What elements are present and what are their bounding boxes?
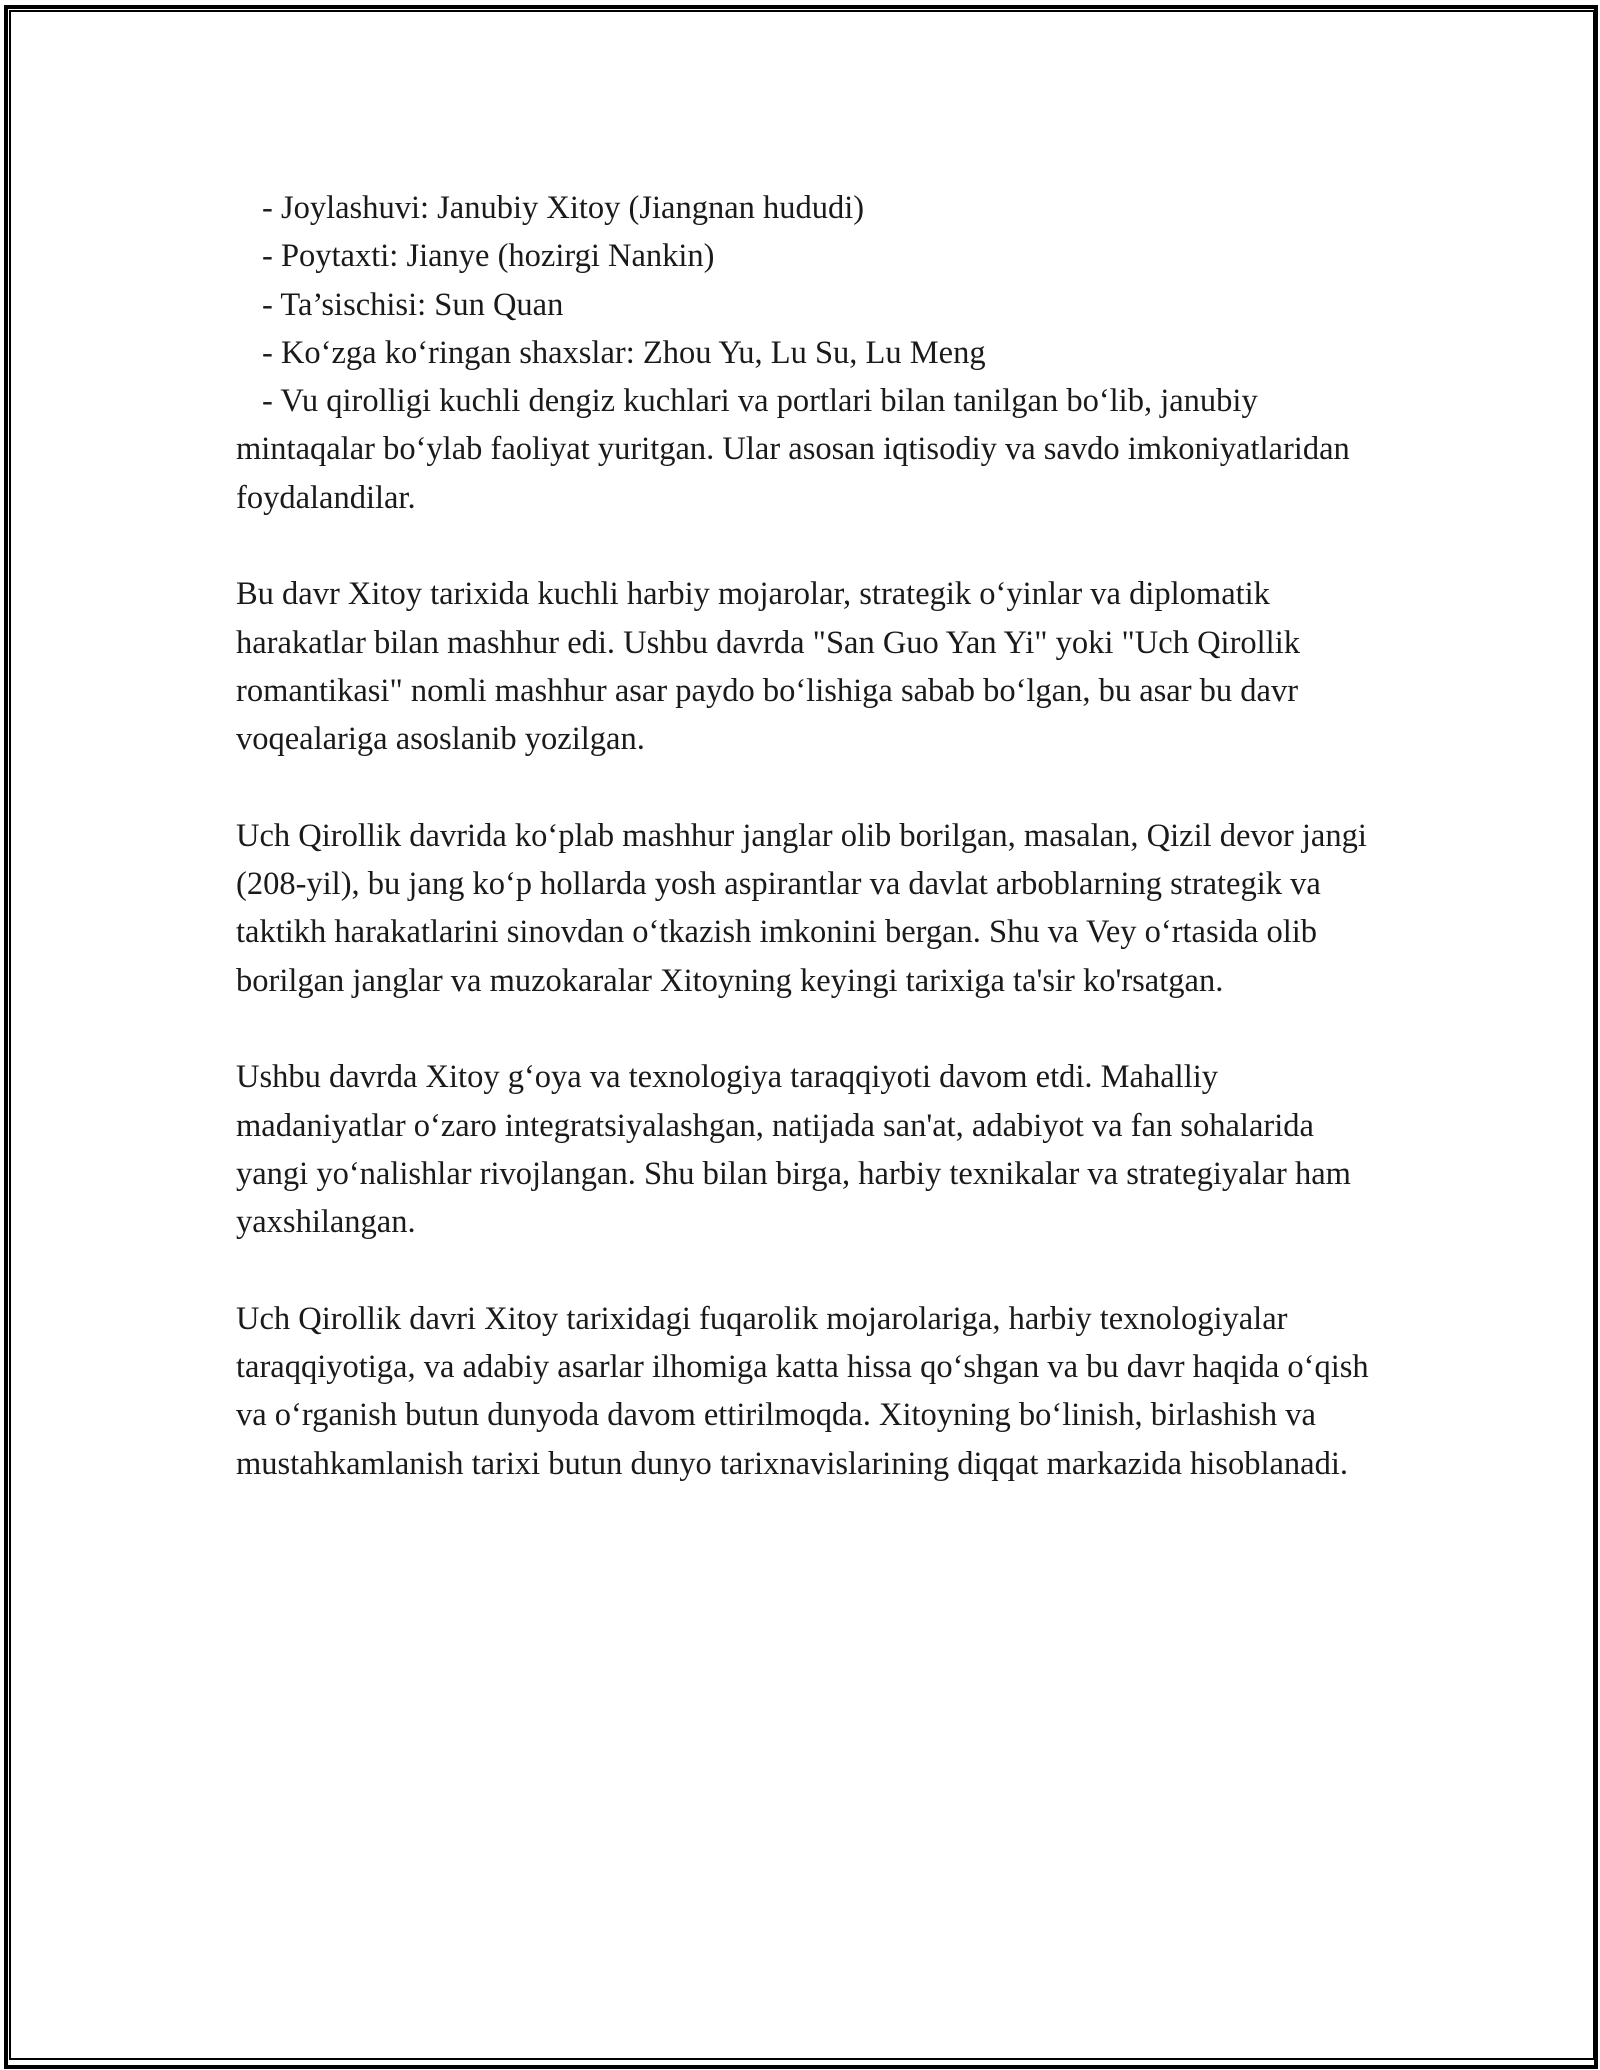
paragraph-legacy: Uch Qirollik davri Xitoy tarixidagi fuqarolik mojarolariga, harbiy texnologiyalar taraqqiyotiga, va adabiy asarlar ilhomiga katta hissa qo‘shgan va bu davr haqida o‘qish va o‘rganish butun dunyoda davom ettirilmoqda. Xitoyning bo‘linish, birlashish va mustahkamlanish tarixi butun dunyo tarixnavislarining diqqat markazida hisoblanadi. [236,1300,1369,1482]
list-item-capital: - Poytaxti: Jianye (hozirgi Nankin) [262,238,715,275]
wu-kingdom-facts-list [236,184,1376,522]
list-item-description: - Vu qirolligi kuchli dengiz kuchlari va portlari bilan tanilgan bo‘lib, janubiy mintaqalar bo‘ylab faoliyat yuritgan. Ular asosan iqtisodiy va savdo imkoniyatlaridan foydalandilar. [236,383,1350,516]
document-body [236,184,1376,1488]
paragraph-era-overview: Bu davr Xitoy tarixida kuchli harbiy mojarolar, strategik o‘yinlar va diplomatik harakatlar bilan mashhur edi. Ushbu davrda "San Guo Yan Yi" yoki "Uch Qirollik romantikasi" nomli mashhur asar paydo bo‘lishiga sabab bo‘lgan, bu asar bu davr voqealariga asoslanib yozilgan. [236,576,1300,758]
paragraph-technology-culture: Ushbu davrda Xitoy g‘oya va texnologiya taraqqiyoti davom etdi. Mahalliy madaniyatlar o‘zaro integratsiyalashgan, natijada san'at, adabiyot va fan sohalarida yangi yo‘nalishlar rivojlangan. Shu bilan birga, harbiy texnikalar va strategiyalar ham yaxshilangan. [236,1059,1351,1241]
paragraph-battles: Uch Qirollik davrida ko‘plab mashhur janglar olib borilgan, masalan, Qizil devor jangi (208-yil), bu jang ko‘p hollarda yosh aspirantlar va davlat arboblarning strategik va taktikh harakatlarini sinovdan o‘tkazish imkonini bergan. Shu va Vey o‘rtasida olib borilgan janglar va muzokaralar Xitoyning keyingi tarixiga ta'sir ko'rsatgan. [236,817,1367,999]
list-item-notable-figures: - Ko‘zga ko‘ringan shaxslar: Zhou Yu, Lu Su, Lu Meng [262,334,986,371]
list-item-location: - Joylashuvi: Janubiy Xitoy (Jiangnan hududi) [262,190,865,226]
list-item-founder: - Ta’sischisi: Sun Quan [262,286,564,323]
